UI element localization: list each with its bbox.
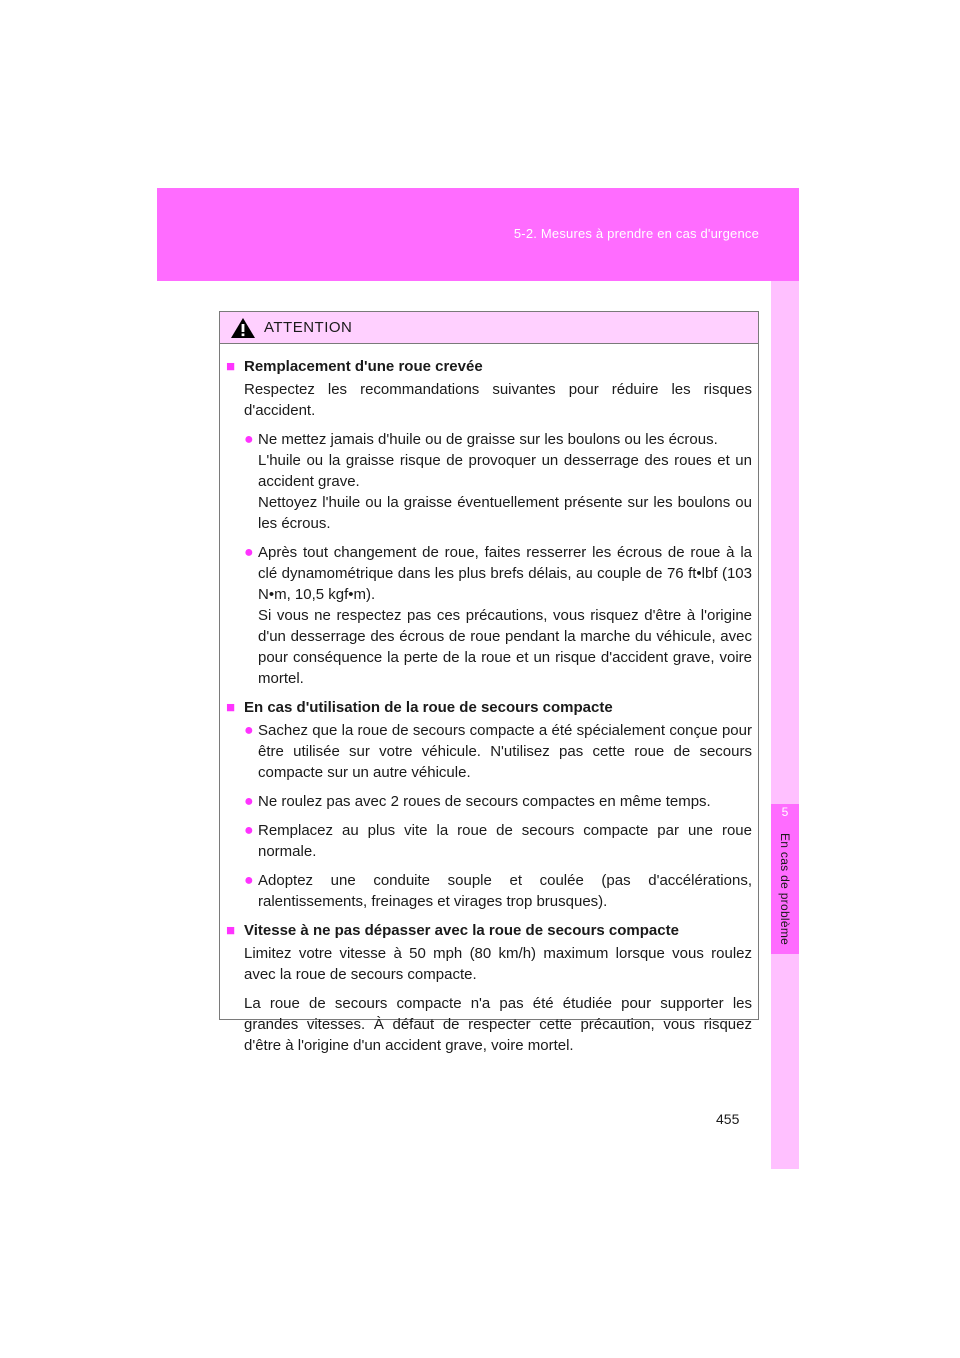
section-heading: ■ Vitesse à ne pas dépasser avec la roue de secours compacte [226,922,679,939]
page-number: 455 [716,1111,740,1127]
section-compact-spare [226,697,752,912]
list-item: ● Ne roulez pas avec 2 roues de secours compactes en même temps. [244,793,711,810]
side-strip [771,281,799,1169]
list-item: ● Sachez que la roue de secours compacte a été spécialement conçue pour être utilisée sur votre véhicule. N'utilisez pas cette roue de secours compacte sur un autre véhicule. [244,722,752,781]
round-bullet-icon: ● [244,793,254,810]
square-bullet-icon: ■ [226,699,236,716]
list-item: ● Adoptez une conduite souple et coulée (pas d'accélérations, ralentissements, freinages et virages trop brusques). [244,872,752,910]
chapter-number: 5 [781,805,789,819]
section-title: 5-2. Mesures à prendre en cas d'urgence [513,226,759,241]
paragraph: La roue de secours compacte n'a pas été étudiée pour supporter les grandes vitesses. À défaut de respecter cette précaution, vous risquez d'être à l'origine d'un accident grave, voire mortel. [244,995,752,1054]
round-bullet-icon: ● [244,431,254,448]
chapter-label: En cas de problème [778,833,792,946]
section-header-band [157,188,799,281]
round-bullet-icon: ● [244,722,254,739]
section-heading: ■ Remplacement d'une roue crevée [226,358,483,375]
section-intro: Respectez les recommandations suivantes pour réduire les risques d'accident. [244,381,752,419]
round-bullet-icon: ● [244,872,254,889]
list-item: ● Ne mettez jamais d'huile ou de graisse sur les boulons ou les écrous. L'huile ou la graisse risque de provoquer un desserrage des roues et un accident grave. Nettoyez l'huile ou la graisse éventuellement présente sur les boulons ou les écrous. [244,431,752,532]
round-bullet-icon: ● [244,822,254,839]
list-item: ● Remplacez au plus vite la roue de secours compacte par une roue normale. [244,822,752,860]
warning-header [220,312,758,344]
section-heading: ■ En cas d'utilisation de la roue de secours compacte [226,699,613,716]
warning-body [220,344,758,1056]
list-item: ● Après tout changement de roue, faites resserrer les écrous de roue à la clé dynamométrique dans les plus brefs délais, au couple de 76 ft•lbf (103 N•m, 10,5 kgf•m). Si vous ne respectez pas ces précautions, vous risquez d'être à l'origine d'un desserrage des écrous de roue pendant la marche du véhicule, avec pour conséquence la perte de la roue et un risque d'accident grave, voire mortel. [244,544,752,687]
square-bullet-icon: ■ [226,922,236,939]
square-bullet-icon: ■ [226,358,236,375]
round-bullet-icon: ● [244,544,254,561]
paragraph: Limitez votre vitesse à 50 mph (80 km/h) maximum lorsque vous roulez avec la roue de secours compacte. [244,945,752,983]
warning-triangle-icon [230,317,256,339]
warning-title: ATTENTION [264,319,353,336]
section-speed-limit [226,920,752,1056]
warning-box [219,311,759,1054]
section-flat-tire [226,356,752,689]
